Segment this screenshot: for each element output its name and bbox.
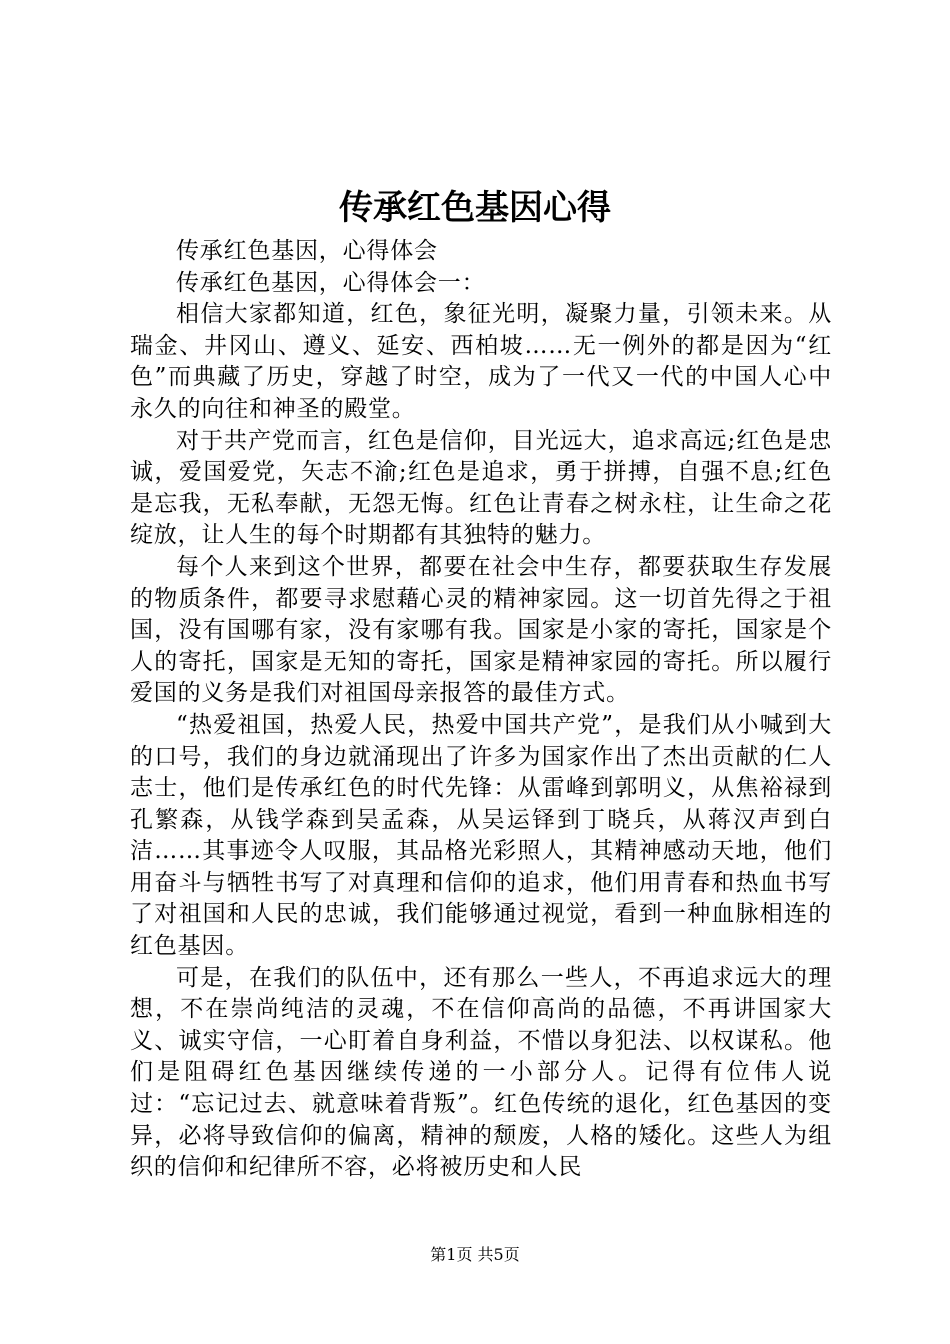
paragraph: 相信大家都知道，红色，象征光明，凝聚力量，引领未来。从瑞金、井冈山、遵义、延安、西柏坡……无一例外的都是因为“红色”而典藏了历史，穿越了时空，成为了一代又一代的中国人心中永久的向往和神圣的殿堂。 xyxy=(130,301,832,422)
paragraph-section-heading: 传承红色基因，心得体会一： xyxy=(176,269,486,296)
paragraph: 每个人来到这个世界，都要在社会中生存，都要获取生存发展的物质条件，都要寻求慰藉心灵的精神家园。这一切首先得之于祖国，没有国哪有家，没有家哪有我。国家是小家的寄托，国家是个人的寄托，国家是无知的寄托，国家是精神家园的寄托。所以履行爱国的义务是我们对祖国母亲报答的最佳方式。 xyxy=(130,553,832,707)
document-body xyxy=(130,236,832,1184)
page-number-footer: 第1页 共5页 xyxy=(430,1245,520,1264)
document-title: 传承红色基因心得 xyxy=(339,188,611,228)
paragraph: 对于共产党而言，红色是信仰，目光远大，追求高远;红色是忠诚，爱国爱党，矢志不渝;红色是追求，勇于拼搏，自强不息;红色是忘我，无私奉献，无怨无悔。红色让青春之树永柱，让生命之花绽放，让人生的每个时期都有其独特的魅力。 xyxy=(130,427,832,549)
paragraph: “热爱祖国，热爱人民，热爱中国共产党”，是我们从小喊到大的口号，我们的身边就涌现出了许多为国家作出了杰出贡献的仁人志士，他们是传承红色的时代先锋：从雷峰到郭明义，从焦裕禄到孔繁森，从钱学森到吴孟森，从吴运铎到丁晓兵，从蒋汉声到白洁……其事迹令人叹服，其品格光彩照人，其精神感动天地，他们用奋斗与牺牲书写了对真理和信仰的追求，他们用青春和热血书写了对祖国和人民的忠诚，我们能够通过视觉，看到一种血脉相连的红色基因。 xyxy=(130,711,832,960)
paragraph-subtitle: 传承红色基因，心得体会 xyxy=(176,238,438,264)
paragraph: 可是，在我们的队伍中，还有那么一些人，不再追求远大的理想，不在崇尚纯洁的灵魂，不在信仰高尚的品德，不再讲国家大义、诚实守信，一心盯着自身利益，不惜以身犯法、以权谋私。他们是阻碍红色基因继续传递的一小部分人。记得有位伟人说过：“忘记过去、就意味着背叛”。红色传统的退化，红色基因的变异，必将导致信仰的偏离，精神的颓废，人格的矮化。这些人为组织的信仰和纪律所不容，必将被历史和人民 xyxy=(130,964,832,1181)
